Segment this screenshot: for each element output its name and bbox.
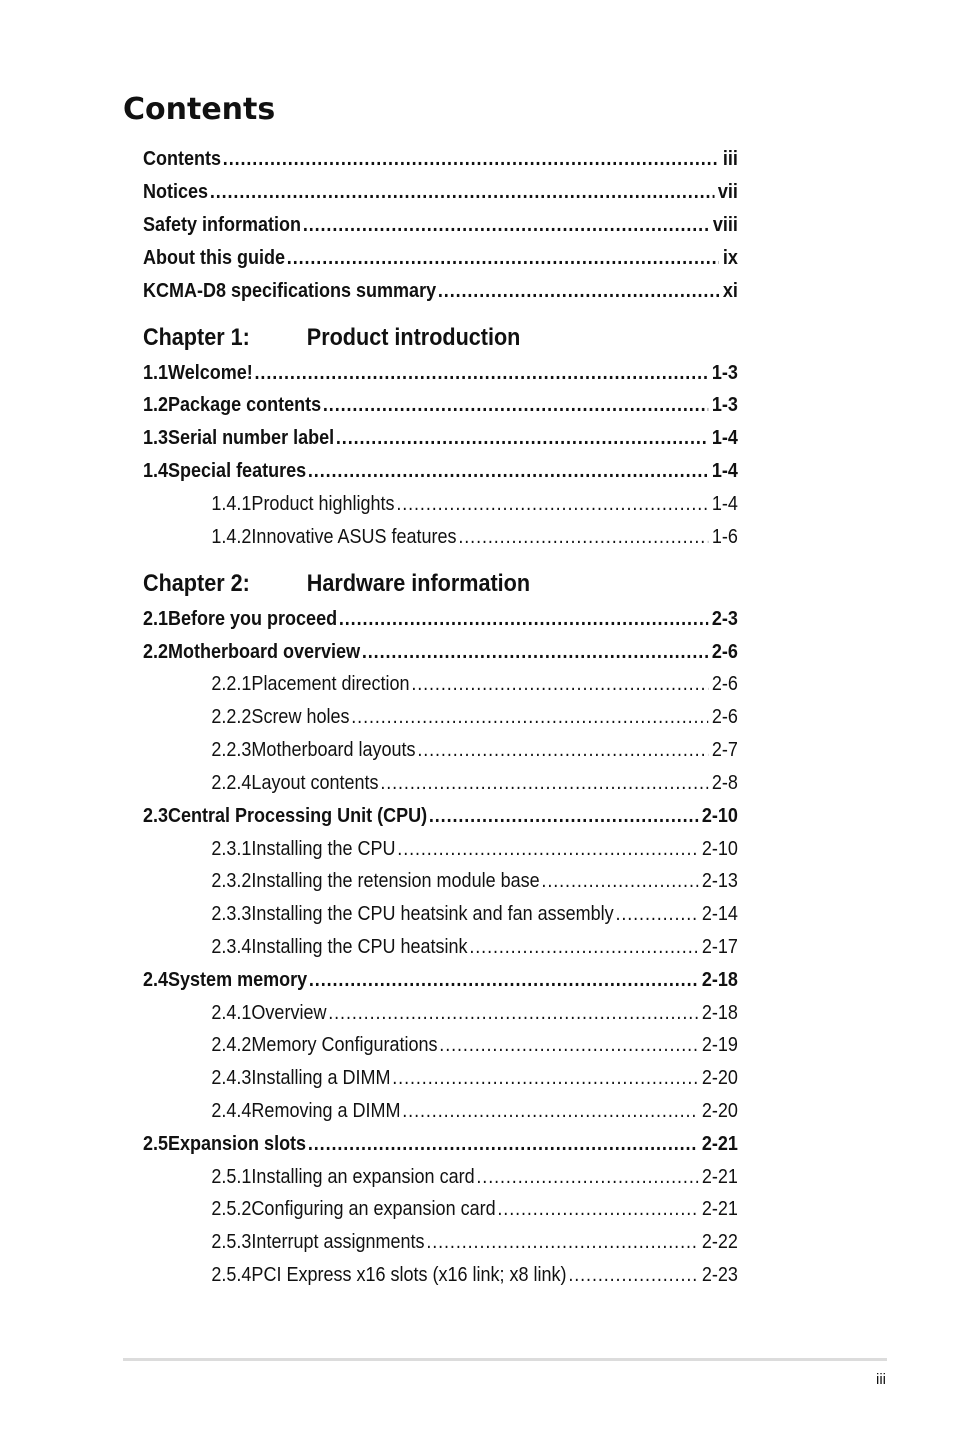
chapter-title: Product introduction: [306, 324, 521, 351]
subsection-title: Installing the retension module base: [251, 870, 540, 892]
subsection-title: Motherboard layouts: [251, 739, 416, 761]
toc-subsection[interactable]: [143, 869, 738, 893]
section-page: 1-3: [711, 394, 738, 416]
section-number: 2.2: [143, 641, 169, 663]
toc-subsection[interactable]: [143, 1230, 738, 1254]
section-number: 2.1: [143, 608, 169, 630]
subsection-page: 2-21: [701, 1166, 738, 1188]
toc-subsection[interactable]: [143, 1165, 738, 1189]
subsection-number: 1.4.2: [211, 526, 252, 548]
toc-entry-title: Notices: [143, 181, 209, 203]
toc-section[interactable]: [143, 393, 738, 417]
subsection-page: 2-10: [701, 838, 738, 860]
leader-dots: [303, 213, 709, 237]
section-page: 2-6: [711, 641, 738, 663]
leader-dots: [402, 1099, 698, 1123]
section-title: Before you proceed: [168, 608, 338, 630]
subsection-title: Memory Configurations: [251, 1034, 438, 1056]
subsection-number: 2.4.3: [211, 1067, 252, 1089]
subsection-number: 2.4.4: [211, 1100, 252, 1122]
section-title: Expansion slots: [168, 1133, 307, 1155]
section-title: Special features: [168, 460, 307, 482]
subsection-page: 2-6: [711, 673, 738, 695]
subsection-page: 2-21: [701, 1198, 738, 1220]
subsection-page: 2-19: [701, 1034, 738, 1056]
page-number: iii: [876, 1371, 886, 1388]
leader-dots: [469, 935, 698, 959]
subsection-page: 2-13: [701, 870, 738, 892]
section-title: Package contents: [168, 394, 322, 416]
subsection-title: Product highlights: [251, 493, 395, 515]
section-page: 2-3: [711, 608, 738, 630]
toc-section[interactable]: [143, 459, 738, 483]
toc-subsection[interactable]: [143, 672, 738, 696]
toc-section[interactable]: [143, 607, 738, 631]
subsection-title: Installing a DIMM: [251, 1067, 391, 1089]
leader-dots: [309, 968, 698, 992]
subsection-number: 2.5.1: [211, 1166, 252, 1188]
toc-section[interactable]: [143, 968, 738, 992]
toc-subsection[interactable]: [143, 492, 738, 516]
footer-divider: [123, 1358, 887, 1361]
leader-dots: [426, 1230, 698, 1254]
leader-dots: [255, 361, 709, 385]
leader-dots: [497, 1197, 698, 1221]
subsection-title: Installing the CPU heatsink and fan assembly: [251, 903, 614, 925]
toc-entry[interactable]: [143, 279, 738, 303]
subsection-number: 2.2.1: [211, 673, 252, 695]
leader-dots: [397, 837, 698, 861]
subsection-number: 2.5.3: [211, 1231, 252, 1253]
subsection-page: 2-6: [711, 706, 738, 728]
subsection-number: 2.3.4: [211, 936, 252, 958]
subsection-title: Configuring an expansion card: [251, 1198, 496, 1220]
section-page: 1-3: [711, 362, 738, 384]
toc-subsection[interactable]: [143, 1197, 738, 1221]
leader-dots: [411, 672, 708, 696]
subsection-number: 2.4.1: [211, 1002, 252, 1024]
chapter-number: Chapter 1:: [143, 324, 250, 351]
toc-subsection[interactable]: [143, 837, 738, 861]
subsection-title: PCI Express x16 slots (x16 link; x8 link): [251, 1264, 567, 1286]
section-title: System memory: [168, 969, 308, 991]
chapter-heading[interactable]: [143, 570, 530, 598]
section-number: 1.4: [143, 460, 169, 482]
section-page: 2-10: [701, 805, 738, 827]
subsection-number: 2.2.2: [211, 706, 252, 728]
leader-dots: [568, 1263, 698, 1287]
subsection-number: 1.4.1: [211, 493, 252, 515]
chapter-title: Hardware information: [306, 570, 531, 597]
leader-dots: [308, 1132, 698, 1156]
subsection-page: 2-17: [701, 936, 738, 958]
leader-dots: [429, 804, 698, 828]
subsection-page: 2-23: [701, 1264, 738, 1286]
leader-dots: [615, 902, 698, 926]
leader-dots: [339, 607, 708, 631]
leader-dots: [308, 459, 708, 483]
toc-entry-title: Safety information: [143, 214, 302, 236]
subsection-title: Screw holes: [251, 706, 350, 728]
subsection-number: 2.2.3: [211, 739, 252, 761]
section-page: 2-21: [701, 1133, 738, 1155]
subsection-number: 2.2.4: [211, 772, 252, 794]
subsection-title: Installing the CPU heatsink: [251, 936, 468, 958]
toc-subsection[interactable]: [143, 705, 738, 729]
subsection-page: 2-14: [701, 903, 738, 925]
leader-dots: [439, 1033, 698, 1057]
toc-section[interactable]: [143, 1132, 738, 1156]
toc-subsection[interactable]: [143, 525, 738, 549]
section-title: Welcome!: [168, 362, 253, 384]
section-number: 1.3: [143, 427, 169, 449]
subsection-title: Installing the CPU: [251, 838, 396, 860]
toc-entry[interactable]: [143, 246, 738, 270]
subsection-number: 2.5.4: [211, 1264, 252, 1286]
toc-entry[interactable]: [143, 147, 738, 171]
chapter-number: Chapter 2:: [143, 570, 250, 597]
toc-section[interactable]: [143, 640, 738, 664]
toc-entry[interactable]: [143, 213, 738, 237]
leader-dots: [351, 705, 708, 729]
toc-entry-title: About this guide: [143, 247, 285, 269]
leader-dots: [396, 492, 708, 516]
toc-subsection[interactable]: [143, 738, 738, 762]
subsection-page: 2-22: [701, 1231, 738, 1253]
toc-entry-page: ix: [722, 247, 738, 269]
toc-subsection[interactable]: [143, 1001, 738, 1025]
subsection-page: 2-7: [711, 739, 738, 761]
chapter-heading[interactable]: [143, 324, 520, 352]
subsection-number: 2.3.1: [211, 838, 252, 860]
toc-subsection[interactable]: [143, 1066, 738, 1090]
subsection-number: 2.3.2: [211, 870, 252, 892]
section-page: 2-18: [701, 969, 738, 991]
leader-dots: [417, 738, 708, 762]
leader-dots: [323, 393, 708, 417]
toc-section[interactable]: [143, 804, 738, 828]
section-number: 1.2: [143, 394, 169, 416]
subsection-title: Layout contents: [251, 772, 379, 794]
section-title: Serial number label: [168, 427, 335, 449]
toc-subsection[interactable]: [143, 1099, 738, 1123]
section-number: 2.4: [143, 969, 169, 991]
subsection-page: 1-6: [711, 526, 738, 548]
toc-entry-title: KCMA-D8 specifications summary: [143, 280, 437, 302]
leader-dots: [210, 180, 714, 204]
toc-entry[interactable]: [143, 180, 738, 204]
toc-subsection[interactable]: [143, 771, 738, 795]
toc-entry-page: vii: [717, 181, 738, 203]
toc-subsection[interactable]: [143, 902, 738, 926]
toc-subsection[interactable]: [143, 1263, 738, 1287]
subsection-page: 2-18: [701, 1002, 738, 1024]
leader-dots: [336, 426, 708, 450]
leader-dots: [392, 1066, 698, 1090]
section-number: 1.1: [143, 362, 169, 384]
section-page: 1-4: [711, 460, 738, 482]
subsection-page: 1-4: [711, 493, 738, 515]
subsection-page: 2-20: [701, 1067, 738, 1089]
section-title: Motherboard overview: [168, 641, 361, 663]
section-number: 2.3: [143, 805, 169, 827]
toc-subsection[interactable]: [143, 935, 738, 959]
toc-subsection[interactable]: [143, 1033, 738, 1057]
page-title: Contents: [123, 92, 276, 127]
toc-entry-page: iii: [722, 148, 738, 170]
subsection-title: Installing an expansion card: [251, 1166, 475, 1188]
subsection-page: 2-8: [711, 772, 738, 794]
subsection-title: Overview: [251, 1002, 327, 1024]
leader-dots: [328, 1001, 698, 1025]
leader-dots: [287, 246, 719, 270]
toc-entry-page: xi: [722, 280, 738, 302]
section-number: 2.5: [143, 1133, 169, 1155]
leader-dots: [380, 771, 708, 795]
leader-dots: [438, 279, 719, 303]
subsection-title: Innovative ASUS features: [251, 526, 457, 548]
leader-dots: [476, 1165, 698, 1189]
subsection-title: Placement direction: [251, 673, 410, 695]
leader-dots: [223, 147, 719, 171]
section-title: Central Processing Unit (CPU): [168, 805, 428, 827]
leader-dots: [458, 525, 708, 549]
toc-entry-page: viii: [712, 214, 738, 236]
subsection-page: 2-20: [701, 1100, 738, 1122]
toc-section[interactable]: [143, 426, 738, 450]
section-page: 1-4: [711, 427, 738, 449]
leader-dots: [541, 869, 698, 893]
subsection-number: 2.4.2: [211, 1034, 252, 1056]
subsection-number: 2.3.3: [211, 903, 252, 925]
subsection-number: 2.5.2: [211, 1198, 252, 1220]
subsection-title: Interrupt assignments: [251, 1231, 425, 1253]
subsection-title: Removing a DIMM: [251, 1100, 401, 1122]
toc-section[interactable]: [143, 361, 738, 385]
toc-entry-title: Contents: [143, 148, 222, 170]
leader-dots: [362, 640, 708, 664]
